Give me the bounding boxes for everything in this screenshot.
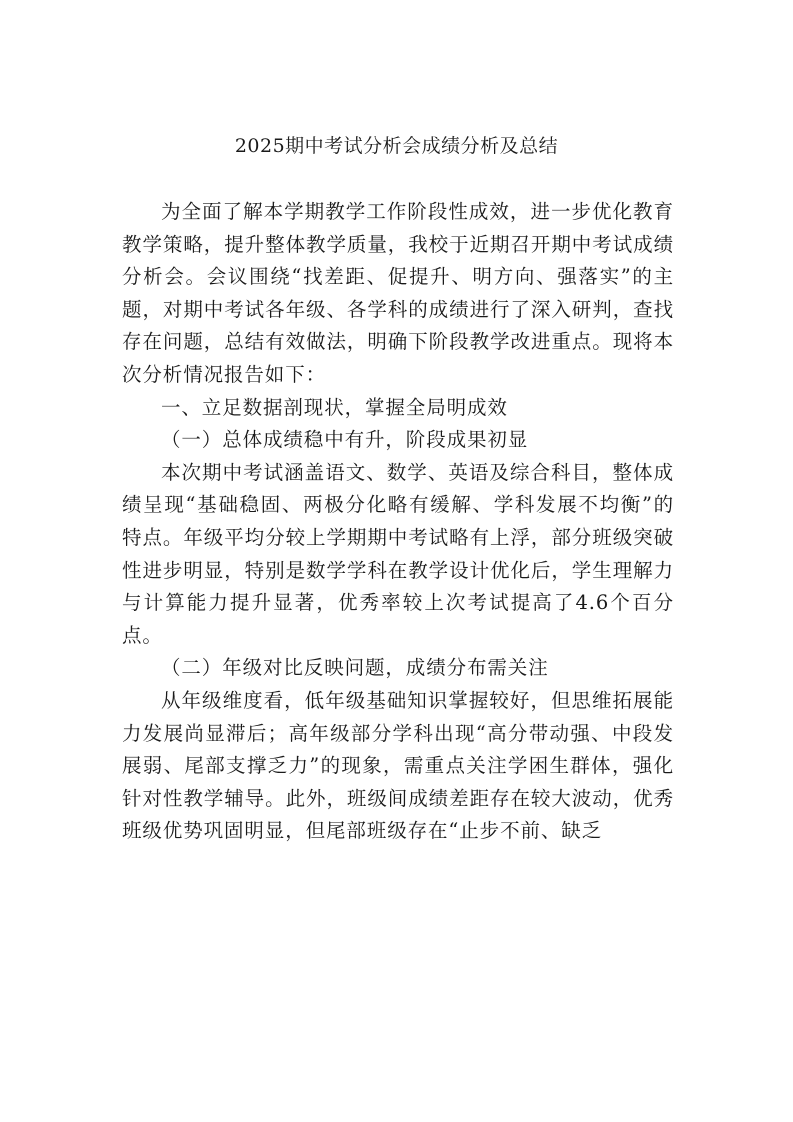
intro-paragraph: 为全面了解本学期教学工作阶段性成效，进一步优化教育教学策略，提升整体教学质量，我校于近期召开期中考试成绩分析会。会议围绕“找差距、促提升、明方向、强落实”的主题，对期中考试各年级、各学科的成绩进行了深入研判，查找存在问题，总结有效做法，明确下阶段教学改进重点。现将本次分析情况报告如下： <box>122 200 674 386</box>
subsection-2-paragraph: 从年级维度看，低年级基础知识掌握较好，但思维拓展能力发展尚显滞后；高年级部分学科出现“高分带动强、中段发展弱、尾部支撑乏力”的现象，需重点关注学困生群体，强化针对性教学辅导。此外，班级间成绩差距存在较大波动，优秀班级优势巩固明显，但尾部班级存在“止步不前、缺乏 <box>122 688 674 843</box>
subsection-1-paragraph: 本次期中考试涵盖语文、数学、英语及综合科目，整体成绩呈现“基础稳固、两极分化略有缓解、学科发展不均衡”的特点。年级平均分较上学期期中考试略有上浮，部分班级突破性进步明显，特别是数学学科在教学设计优化后，学生理解力与计算能力提升显著，优秀率较上次考试提高了4.6个百分点。 <box>122 460 674 647</box>
subsection-1-heading: （一）总体成绩稳中有升，阶段成果初显 <box>161 428 529 452</box>
document-body <box>122 196 674 848</box>
subsection-2-heading: （二）年级对比反映问题，成绩分布需关注 <box>161 656 549 680</box>
document-title: 2025期中考试分析会成绩分析及总结 <box>234 135 559 157</box>
section-1-heading: 一、立足数据剖现状，掌握全局明成效 <box>161 395 508 419</box>
